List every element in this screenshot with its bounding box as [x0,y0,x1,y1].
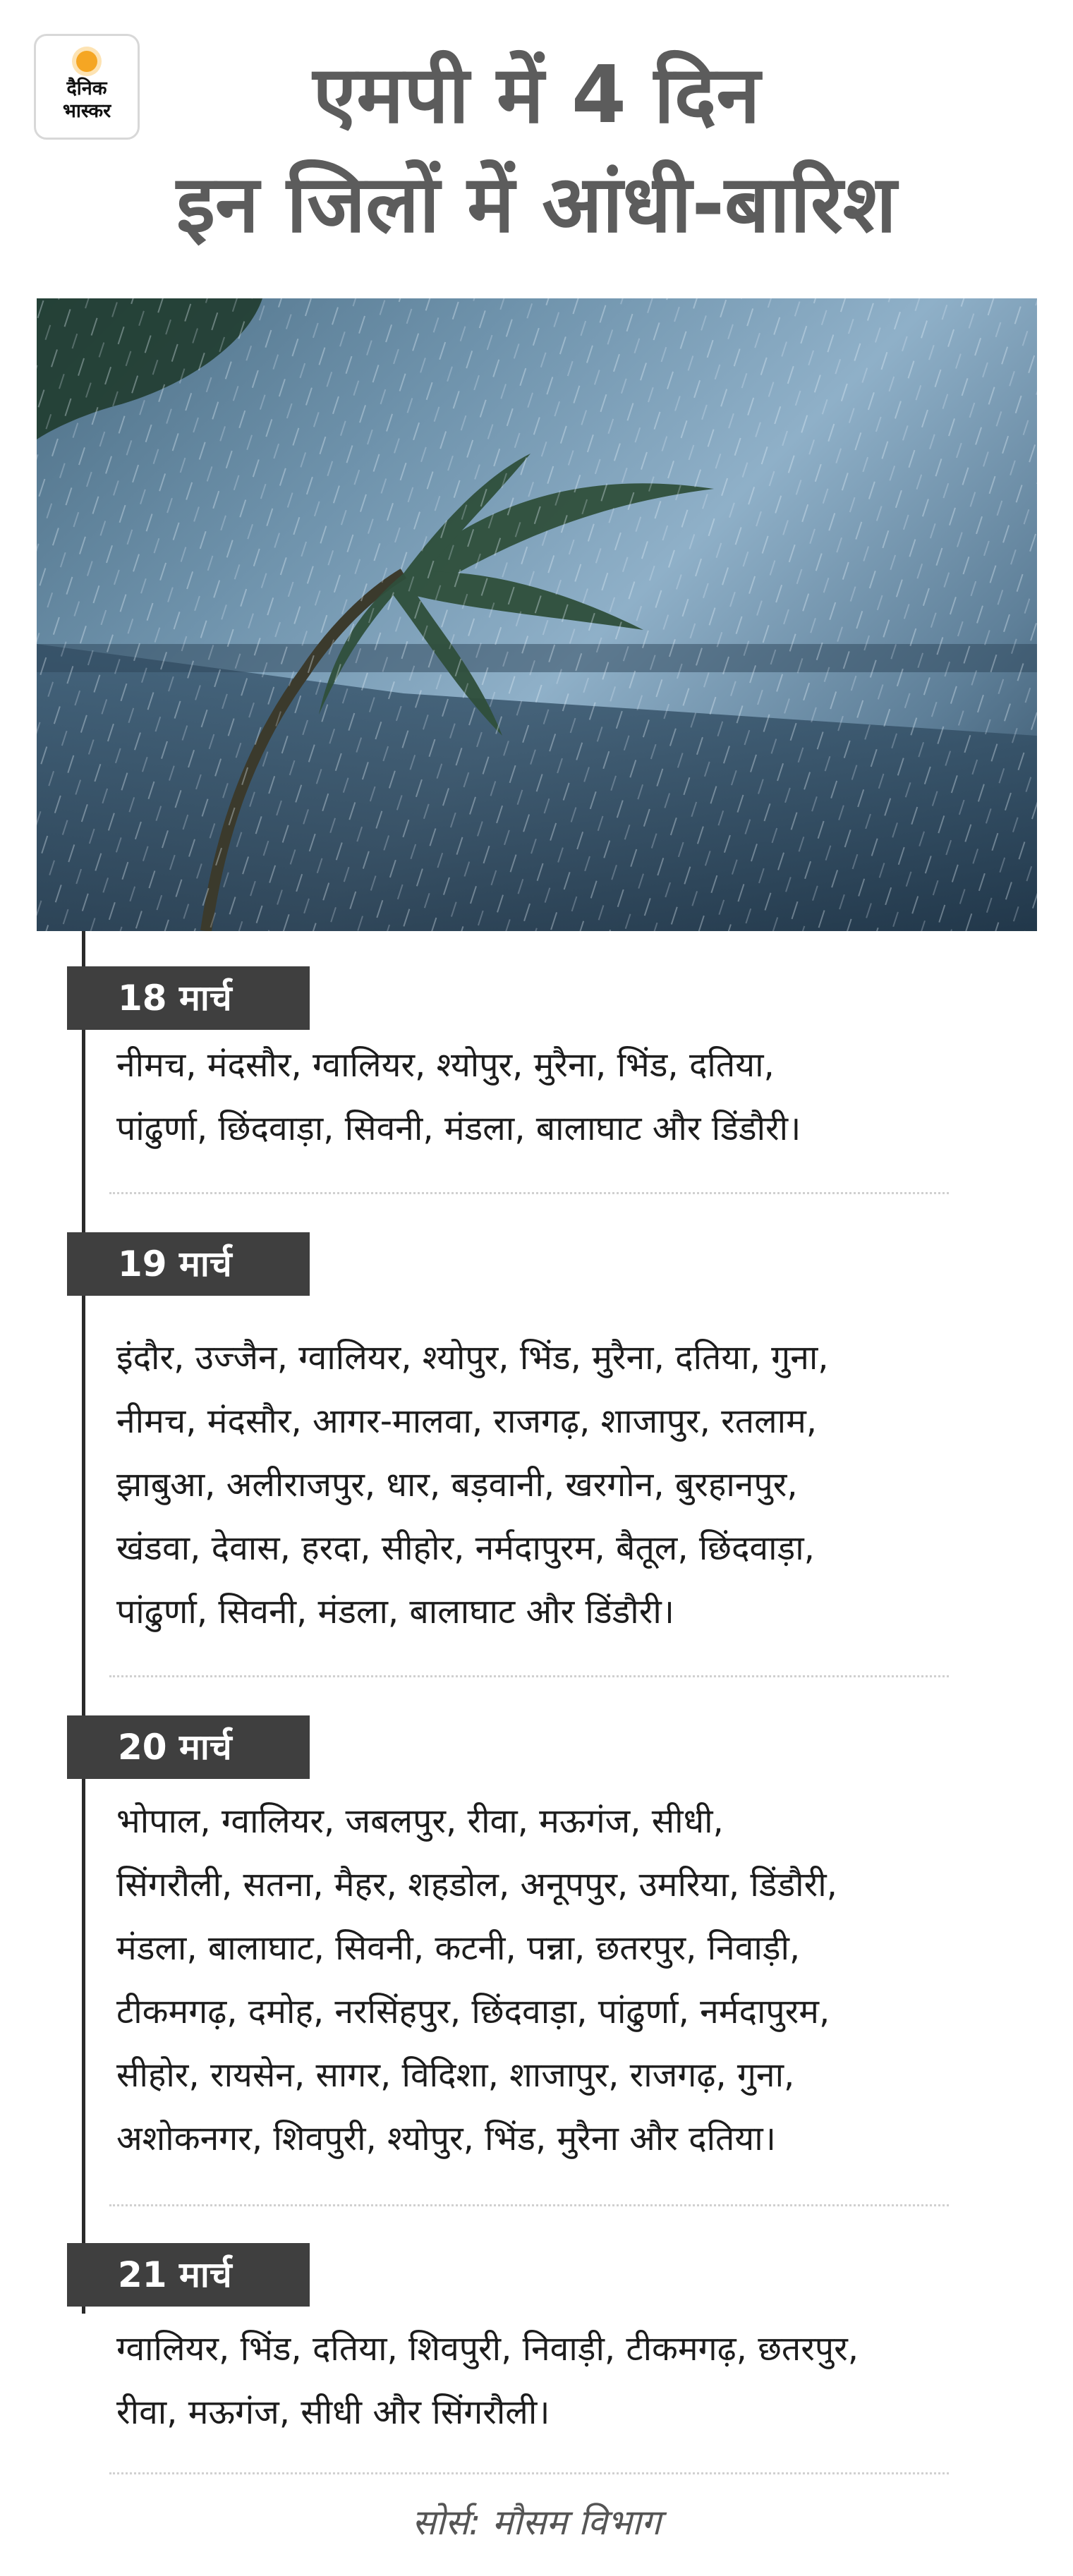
district-line: नीमच, मंदसौर, आगर-मालवा, राजगढ़, शाजापुर, रतलाम, [116,1402,818,1441]
district-line: झाबुआ, अलीराजपुर, धार, बड़वानी, खरगोन, बुरहानपुर, [116,1465,798,1505]
district-line: इंदौर, उज्जैन, ग्वालियर, श्योपुर, भिंड, मुरैना, दतिया, गुना, [116,1338,829,1378]
headline-line-1: एमपी में 4 दिन [313,49,760,141]
section-divider [109,1675,949,1677]
date-tab-21: 21 मार्च [67,2243,310,2307]
district-line: सिंगरौली, सतना, मैहर, शहडोल, अनूपपुर, उमरिया, डिंडौरी, [116,1865,837,1904]
date-tab-18: 18 मार्च [67,966,310,1030]
district-line: भोपाल, ग्वालियर, जबलपुर, रीवा, मऊगंज, सीधी, [116,1802,724,1841]
district-list-20 [116,1790,1026,2170]
date-tab-20: 20 मार्च [67,1715,310,1779]
district-list-18 [116,1033,1026,1160]
district-list-19 [116,1326,1026,1644]
section-divider [109,1192,949,1194]
logo-line-2: भास्कर [62,100,111,122]
timeline-line [82,931,85,2314]
district-line: ग्वालियर, भिंड, दतिया, शिवपुरी, निवाड़ी, टीकमगढ़, छतरपुर, [116,2329,859,2369]
storm-palm-photo [37,298,1037,931]
source-credit: सोर्स: मौसम विभाग [412,2502,661,2543]
district-line: सीहोर, रायसेन, सागर, विदिशा, शाजापुर, राजगढ़, गुना, [116,2055,795,2095]
district-line: खंडवा, देवास, हरदा, सीहोर, नर्मदापुरम, बैतूल, छिंदवाड़ा, [116,1529,815,1568]
section-divider [109,2204,949,2206]
headline-line-2: इन जिलों में आंधी-बारिश [176,159,897,250]
district-list-21 [116,2317,1026,2444]
district-line: रीवा, मऊगंज, सीधी और सिंगरौली। [116,2393,550,2432]
district-line: अशोकनगर, शिवपुरी, श्योपुर, भिंड, मुरैना और दतिया। [116,2119,776,2158]
section-divider [109,2472,949,2474]
logo-line-1: दैनिक [66,78,107,99]
district-line: पांढुर्णा, छिंदवाड़ा, सिवनी, मंडला, बालाघाट और डिंडौरी। [116,1109,801,1148]
district-line: टीकमगढ़, दमोह, नरसिंहपुर, छिंदवाड़ा, पांढुर्णा, नर्मदापुरम, [116,1992,830,2031]
district-line: पांढुर्णा, सिवनी, मंडला, बालाघाट और डिंडौरी। [116,1592,674,1632]
date-tab-19: 19 मार्च [67,1232,310,1296]
district-line: नीमच, मंदसौर, ग्वालियर, श्योपुर, मुरैना, भिंड, दतिया, [116,1045,775,1085]
district-line: मंडला, बालाघाट, सिवनी, कटनी, पन्ना, छतरपुर, निवाड़ी, [116,1928,801,1968]
